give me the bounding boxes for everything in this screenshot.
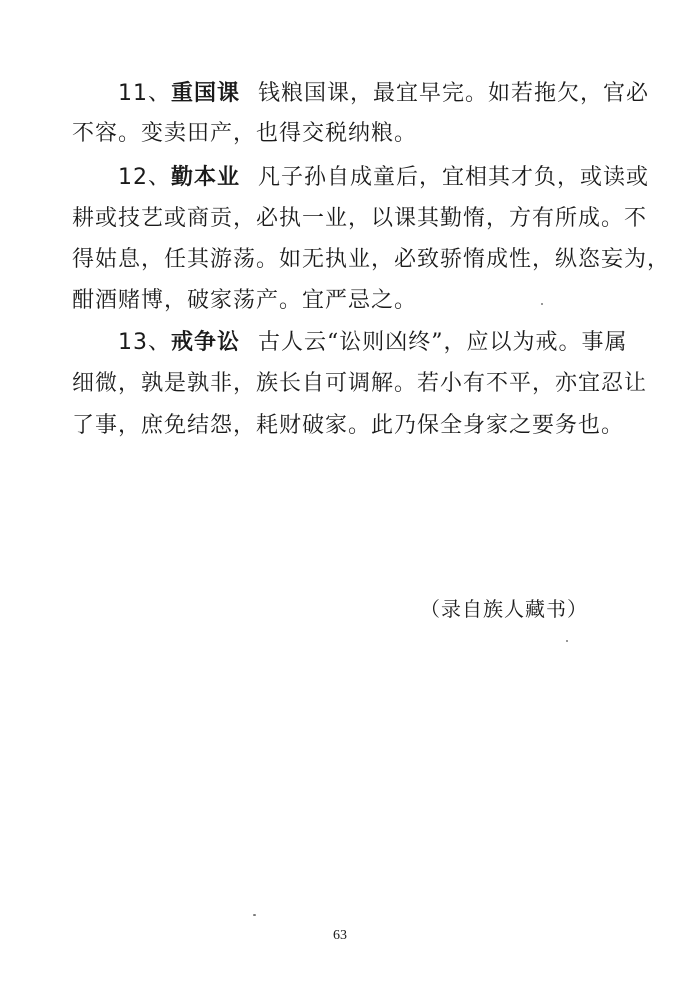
section-text-line: 耕或技艺或商贡，必执一业，以课其勤惰，方有所成。不 — [72, 206, 648, 231]
section-text-line: 古人云“讼则凶终”，应以为戒。事属 — [258, 330, 628, 355]
section-11-heading-line — [118, 78, 650, 110]
section-number: 11、 — [118, 81, 171, 106]
section-title: 勤本业 — [171, 165, 241, 190]
scan-speck — [253, 914, 256, 916]
section-text-line: 不容。变卖田产，也得交税纳粮。 — [72, 121, 418, 146]
section-text-line: 得姑息，任其游荡。如无执业，必致骄惰成性，纵恣妄为， — [72, 247, 671, 272]
section-text-line: 钱粮国课，最宜早完。如若拖欠，官必 — [258, 81, 650, 106]
section-text-line: 细微，孰是孰非，族长自可调解。若小有不平，亦宜忍让 — [72, 371, 648, 396]
section-12-heading-line — [118, 162, 650, 194]
page-number: 63 — [333, 928, 347, 943]
source-note: （录自族人藏书） — [420, 597, 588, 621]
section-text-line: 酣酒赌博，破家荡产。宜严忌之。 — [72, 288, 418, 313]
section-title: 重国课 — [171, 81, 241, 106]
section-number: 13、 — [118, 330, 171, 355]
section-13-heading-line — [118, 327, 628, 359]
section-text-line: 了事，庶免结怨，耗财破家。此乃保全身家之要务也。 — [72, 413, 625, 438]
scan-speck — [541, 303, 543, 305]
scan-speck — [566, 640, 568, 642]
section-number: 12、 — [118, 165, 171, 190]
section-text-line: 凡子孙自成童后，宜相其才负，或读或 — [258, 165, 650, 190]
section-title: 戒争讼 — [171, 330, 241, 355]
